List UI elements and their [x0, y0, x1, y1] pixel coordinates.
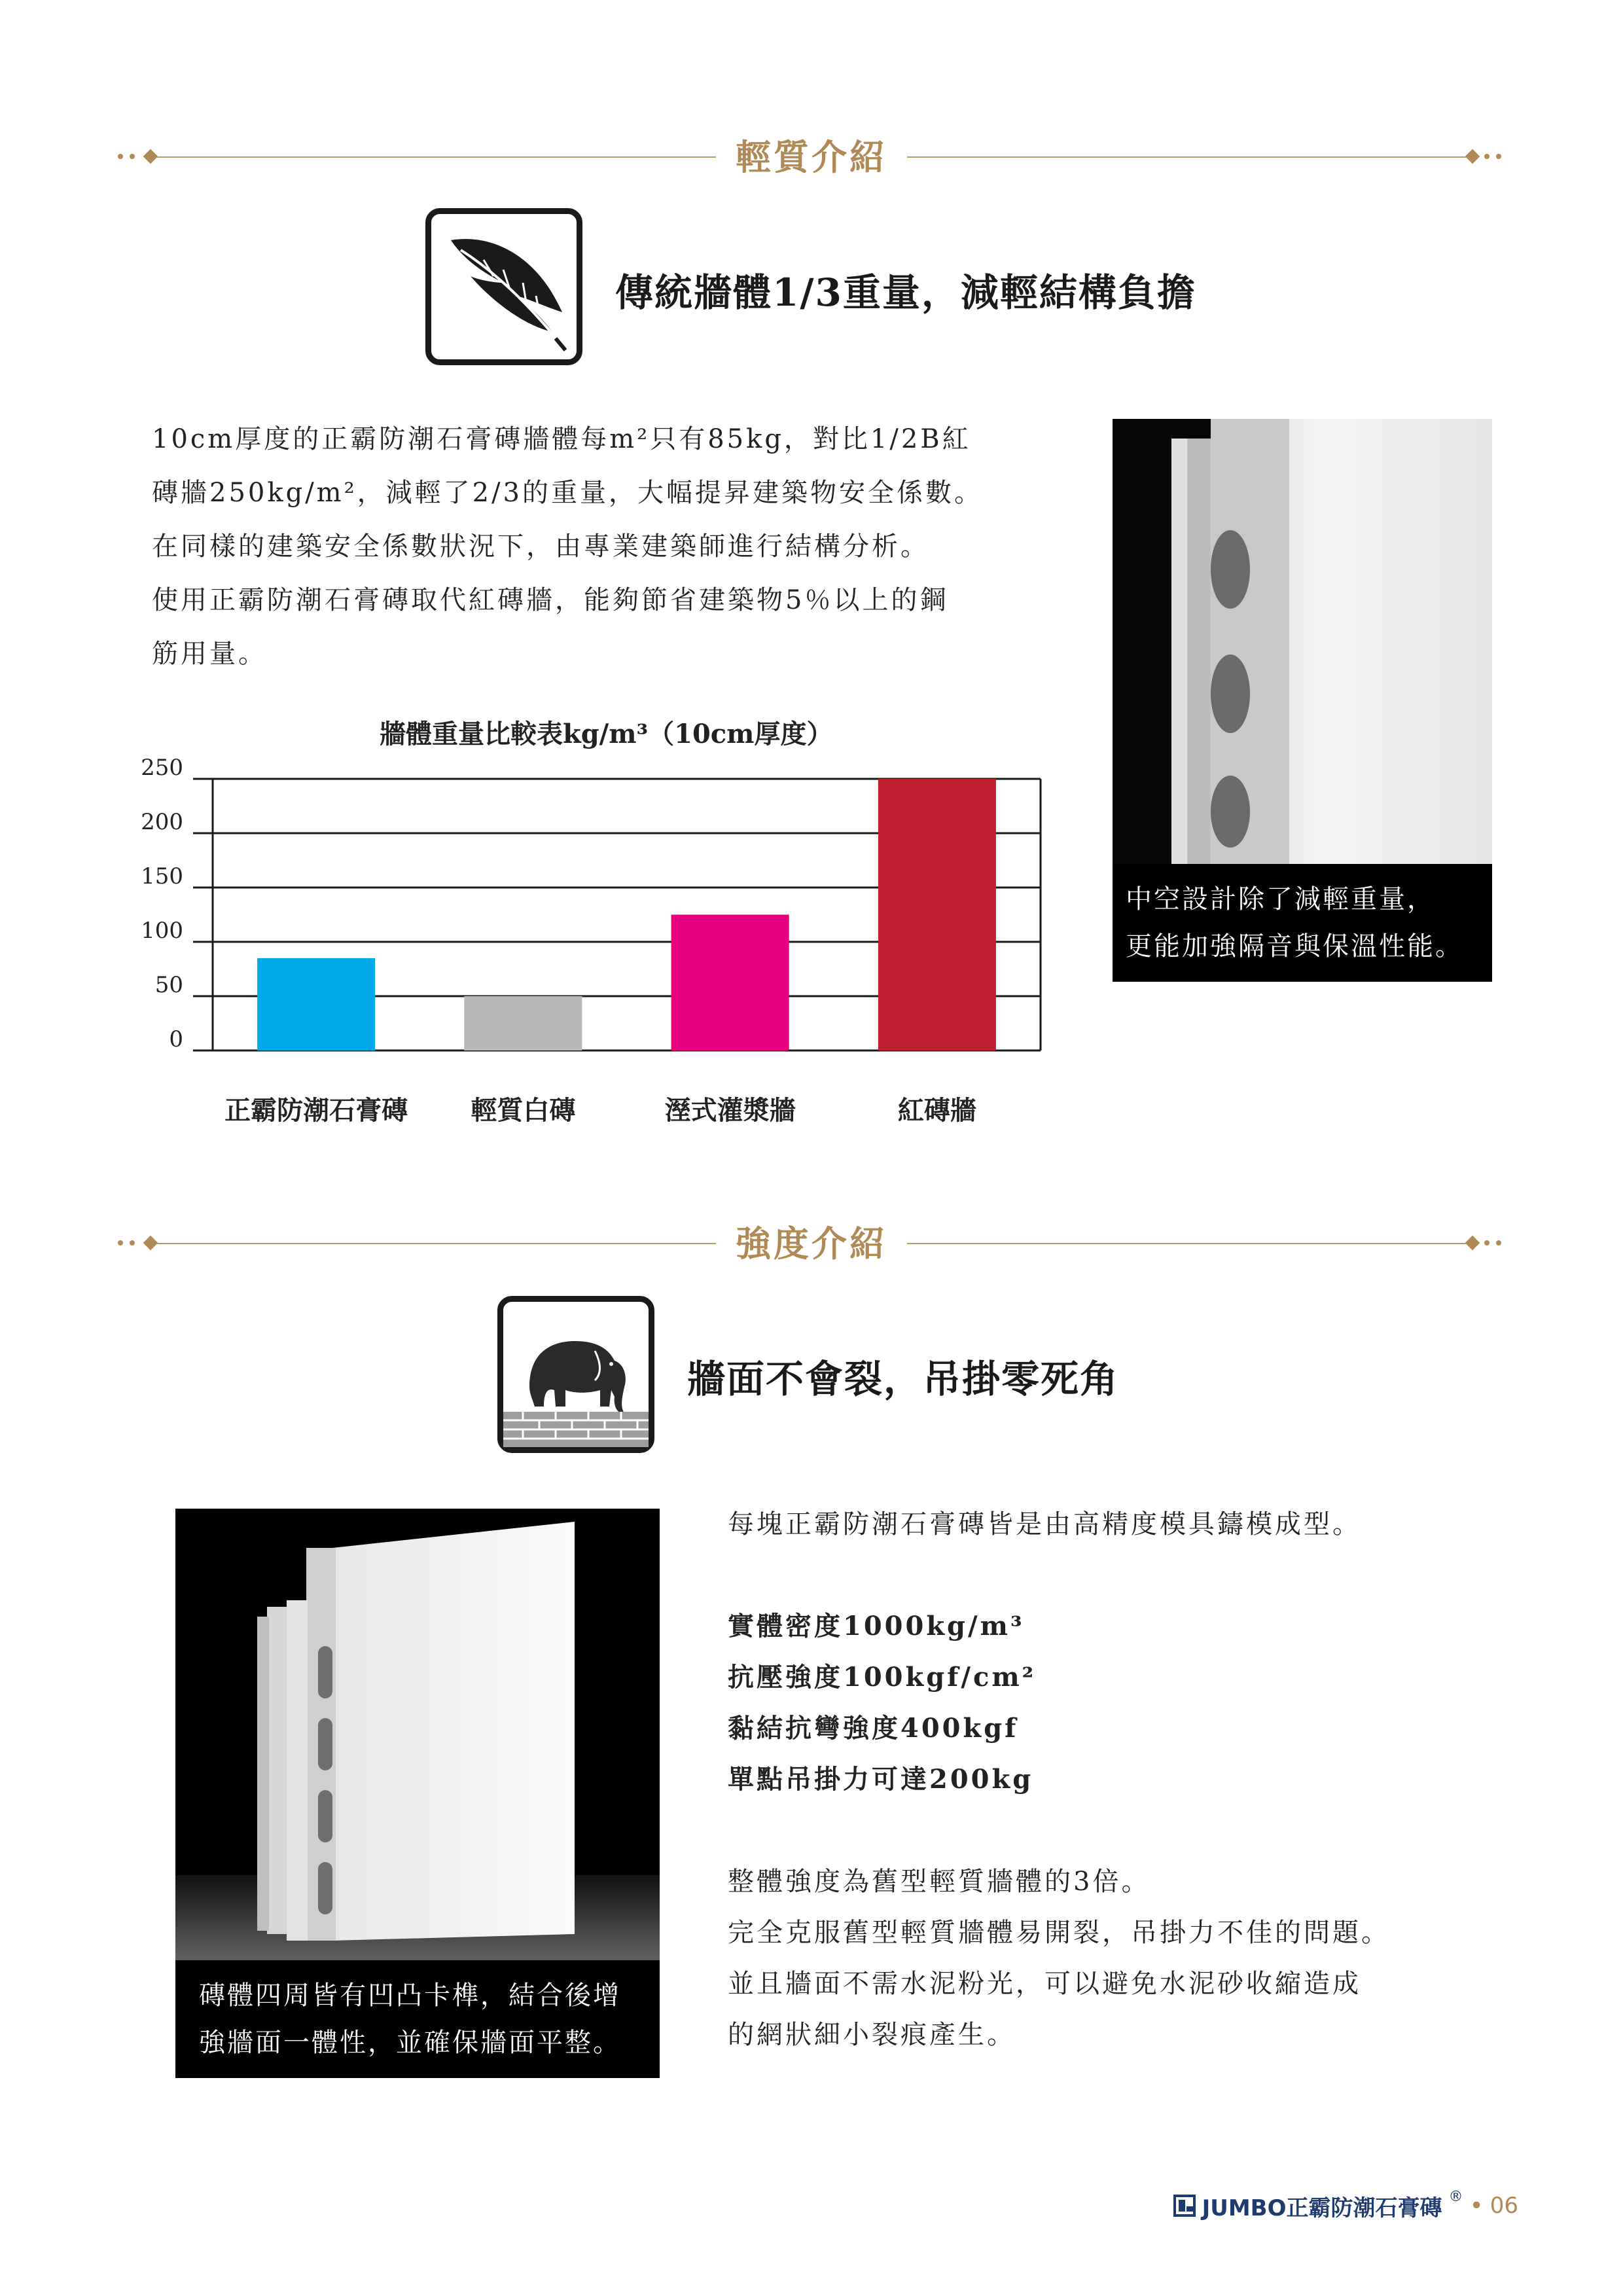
elephant-on-brick-icon	[497, 1296, 654, 1453]
jumbo-logo-icon	[1173, 2195, 1196, 2217]
x-category-label: 紅磚牆	[897, 1095, 976, 1126]
weight-comparison-chart	[131, 753, 1060, 1067]
strength-text: 每塊正霸防潮石膏磚皆是由高精度模具鑄模成型。 實體密度1000kg/m³ 抗壓強度100kgf/cm² 黏結抗彎強度400kgf 單點吊掛力可達200kg 整體強度為舊型輕質牆體的3倍。 完全克服舊型輕質牆體易開裂，吊掛力不佳的問題。 並且牆面不需水泥粉光，可以避免水泥砂收縮造成 的網狀細小裂痕產生。	[728, 1499, 1390, 2060]
spec-item: 黏結抗彎強度400kgf	[728, 1713, 1019, 1744]
chart-title: 牆體重量比較表kg/m³（10cm厚度）	[380, 719, 833, 749]
section-subtitle: 牆面不會裂，吊掛零死角	[687, 1357, 1120, 1401]
section-divider-lightweight	[118, 131, 1505, 183]
page-footer	[1173, 2186, 1518, 2225]
hollow-brick-photo	[1113, 419, 1492, 982]
spec-item: 抗壓強度100kgf/cm²	[728, 1662, 1037, 1693]
lightweight-paragraph: 10cm厚度的正霸防潮石膏磚牆體每m²只有85kg，對比1/2B紅 磚牆250kg/m²，減輕了2/3的重量，大幅提昇建築物安全係數。 在同樣的建築安全係數狀況下，由專業建築師進行結構分析。 使用正霸防潮石膏磚取代紅磚牆，能夠節省建築物5％以上的鋼 筋用量。	[152, 424, 984, 669]
registered-mark: ®	[1448, 2188, 1463, 2205]
bar	[464, 996, 582, 1050]
footer-bullet: •	[1469, 2192, 1484, 2219]
x-category-label: 正霸防潮石膏磚	[224, 1095, 408, 1126]
x-category-label: 輕質白磚	[471, 1095, 576, 1126]
bar	[257, 958, 375, 1050]
strength-intro: 每塊正霸防潮石膏磚皆是由高精度模具鑄模成型。	[728, 1509, 1361, 1539]
photo-caption: 中空設計除了減輕重量， 更能加強隔音與保溫性能。	[1113, 864, 1492, 982]
bar	[878, 779, 996, 1050]
y-tick-label: 250	[141, 755, 183, 781]
bar	[671, 915, 789, 1051]
brick-assembly-photo	[175, 1509, 660, 2078]
y-tick-label: 100	[141, 918, 183, 944]
x-category-label: 溼式灌漿牆	[664, 1095, 796, 1126]
y-tick-label: 150	[141, 863, 183, 889]
footer-brand: JUMBO正霸防潮石膏磚	[1202, 2195, 1442, 2221]
page-number: 06	[1489, 2193, 1518, 2219]
section-divider-strength	[118, 1217, 1505, 1270]
y-tick-label: 0	[169, 1026, 183, 1052]
y-tick-label: 200	[141, 809, 183, 835]
feather-icon	[425, 208, 582, 365]
section-title: 強度介紹	[716, 1223, 907, 1265]
spec-item: 實體密度1000kg/m³	[728, 1611, 1025, 1641]
photo-caption: 磚體四周皆有凹凸卡榫，結合後增 強牆面一體性，並確保牆面平整。	[175, 1960, 660, 2078]
spec-item: 單點吊掛力可達200kg	[728, 1764, 1034, 1795]
y-tick-label: 50	[154, 972, 183, 998]
section-title: 輕質介紹	[716, 136, 907, 178]
section-subtitle: 傳統牆體1/3重量，減輕結構負擔	[615, 270, 1196, 315]
